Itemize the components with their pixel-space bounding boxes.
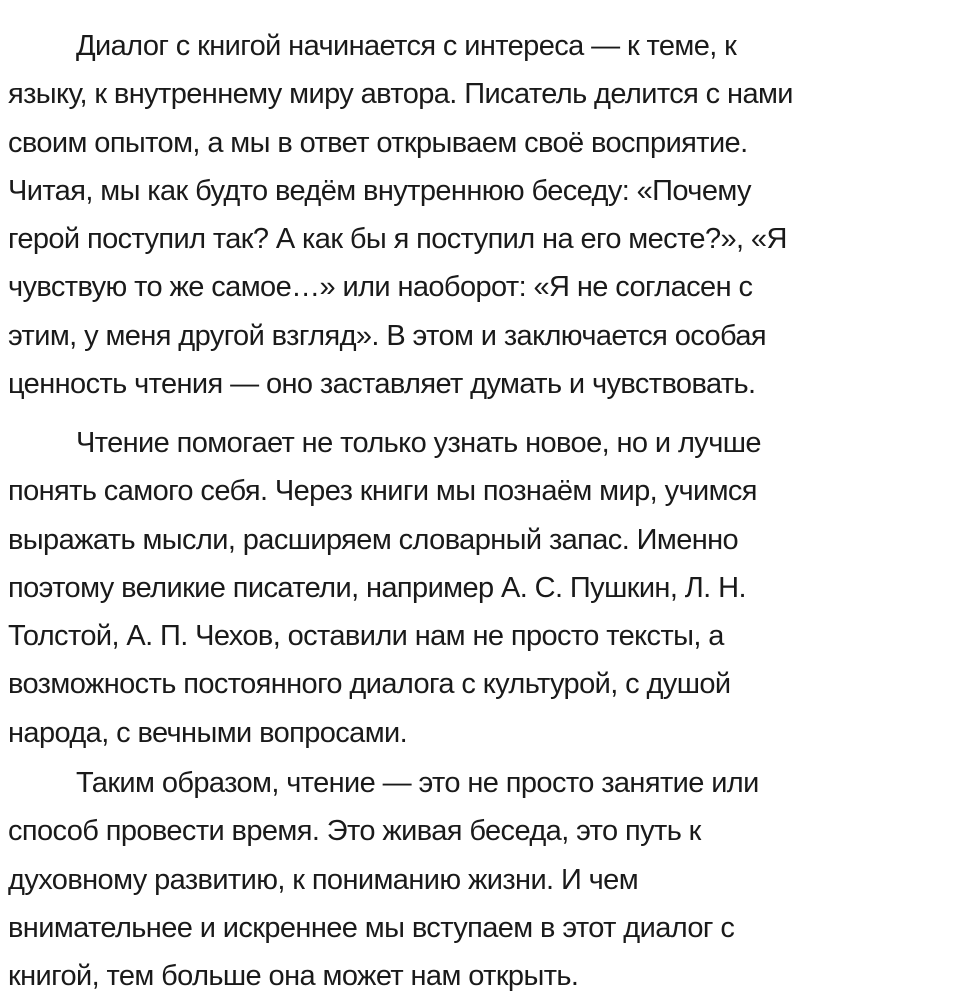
text-line: ценность чтения — оно заставляет думать и чувствовать.	[8, 368, 756, 401]
text-line: Таким образом, чтение — это не просто занятие или	[76, 767, 759, 799]
text-line: своим опытом, а мы в ответ открываем своё восприятие.	[8, 126, 748, 159]
text-line: Толстой, А. П. Чехов, оставили нам не просто тексты, а	[8, 620, 724, 653]
paragraph-1	[8, 22, 948, 408]
text-line: книгой, тем больше она может нам открыть.	[8, 960, 579, 993]
text-line: внимательнее и искреннее мы вступаем в этот диалог с	[8, 911, 735, 944]
text-line: Чтение помогает не только узнать новое, но и лучше	[76, 427, 761, 459]
paragraph-2	[8, 419, 948, 757]
text-line: языку, к внутреннему миру автора. Писатель делится с нами	[8, 78, 793, 111]
text-line: возможность постоянного диалога с культурой, с душой	[8, 668, 731, 701]
paragraph-3	[8, 759, 948, 1000]
text-line: чувствую то же самое…» или наоборот: «Я не согласен с	[8, 271, 753, 304]
text-line: поэтому великие писатели, например А. С. Пушкин, Л. Н.	[8, 571, 746, 604]
text-line: способ провести время. Это живая беседа, это путь к	[8, 815, 701, 848]
text-line: понять самого себя. Через книги мы познаём мир, учимся	[8, 475, 757, 508]
text-line: Диалог с книгой начинается с интереса — к теме, к	[76, 30, 737, 62]
text-line: герой поступил так? А как бы я поступил на его месте?», «Я	[8, 223, 787, 256]
text-line: народа, с вечными вопросами.	[8, 716, 408, 749]
text-line: выражать мысли, расширяем словарный запас. Именно	[8, 523, 739, 556]
text-line: этим, у меня другой взгляд». В этом и заключается особая	[8, 319, 766, 352]
text-line: Читая, мы как будто ведём внутреннюю беседу: «Почему	[8, 174, 751, 207]
text-line: духовному развитию, к пониманию жизни. И чем	[8, 863, 639, 896]
